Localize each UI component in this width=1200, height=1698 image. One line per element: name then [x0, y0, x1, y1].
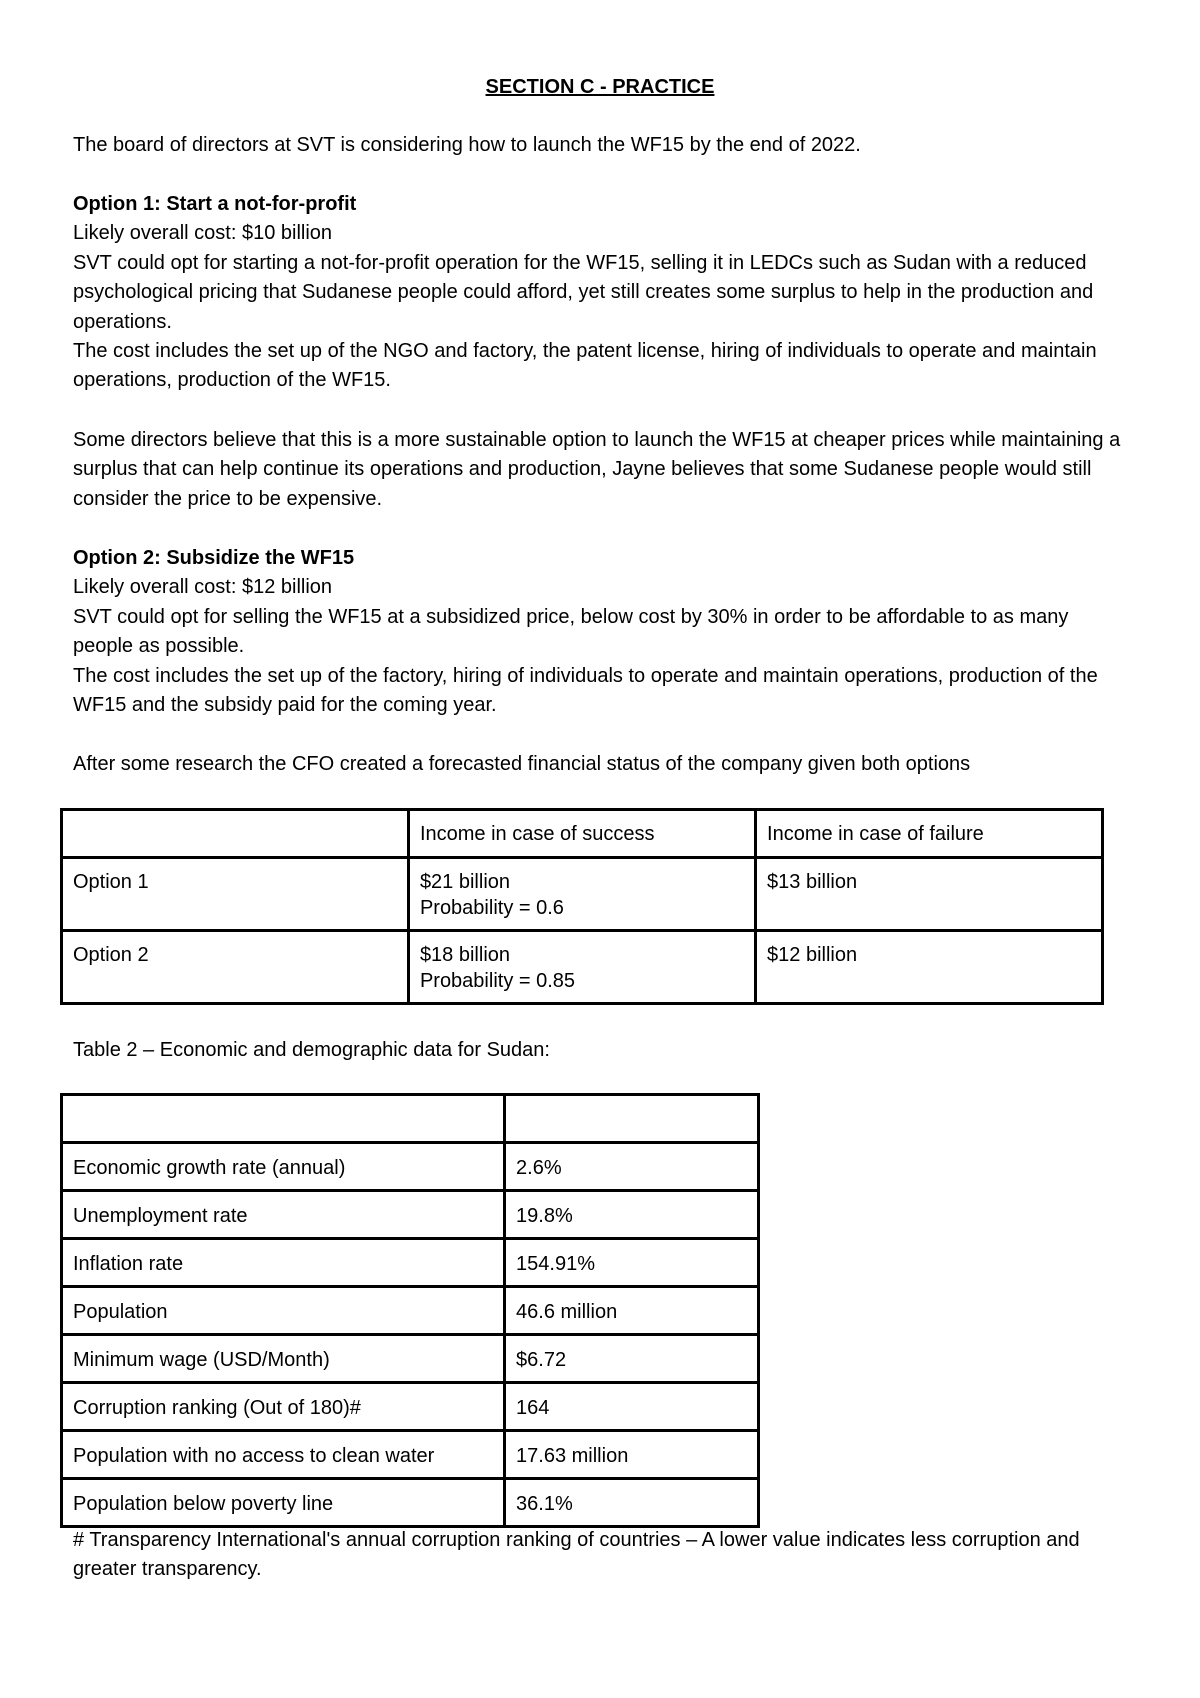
failure-income: $13 billion: [756, 858, 1103, 931]
table-header-cell: [62, 1095, 505, 1143]
option1-opinion-text: Some directors believe that this is a more sustainable option to launch the WF15 at cheaper prices while maintaining a surplus that can help continue its operations and production, Jayne believes that some Sudanese people would still consider the price to be expensive.: [73, 429, 1121, 510]
research-note-text: After some research the CFO created a forecasted financial status of the company given both options: [73, 753, 971, 775]
success-income: $18 billion: [419, 944, 511, 966]
failure-income: $12 billion: [756, 931, 1103, 1004]
indicator-label: Economic growth rate (annual): [62, 1143, 505, 1191]
success-probability: Probability = 0.6: [419, 897, 564, 919]
table-row: [62, 931, 1103, 1004]
page-title: SECTION C - PRACTICE: [485, 76, 715, 98]
table-header-cell: Income in case of success: [408, 810, 755, 858]
table-header-cell: [62, 810, 409, 858]
option2-cost-details: The cost includes the set up of the factory, hiring of individuals to operate and maintain operations, production of the WF15 and the subsidy paid for the coming year.: [73, 664, 1098, 717]
option1-opinion: [73, 426, 1133, 514]
table2-caption: [73, 1036, 1133, 1065]
footnote: # Transparency International's annual corruption ranking of countries – A lower value indicates less corruption and greater transparency.: [73, 1529, 1080, 1581]
sudan-data-table: [60, 1093, 760, 1528]
table-header-row: [62, 1095, 759, 1143]
option1-heading: Option 1: Start a not-for-profit: [73, 193, 357, 215]
table2-caption-text: Table 2 – Economic and demographic data for Sudan:: [73, 1039, 550, 1061]
option1-cost-details: The cost includes the set up of the NGO and factory, the patent license, hiring of individuals to operate and maintain operations, production of the WF15.: [73, 340, 1097, 392]
indicator-value: 2.6%: [505, 1143, 759, 1191]
indicator-label: Population below poverty line: [62, 1479, 505, 1527]
option2-description: SVT could opt for selling the WF15 at a subsidized price, below cost by 30% in order to be affordable to as many people as possible.: [73, 605, 1069, 658]
table-row: [62, 1191, 759, 1239]
option1-description: SVT could opt for starting a not-for-profit operation for the WF15, selling it in LEDCs such as Sudan with a reduced psychological pricing that Sudanese people could afford, yet still creates some surplus to help in the production and operations.: [73, 251, 1094, 333]
intro-text: The board of directors at SVT is considering how to launch the WF15 by the end of 2022.: [73, 134, 861, 156]
table-row: [62, 1287, 759, 1335]
success-probability: Probability = 0.85: [419, 970, 576, 992]
success-cell: [408, 931, 755, 1004]
table-row: [62, 1239, 759, 1287]
indicator-label: Minimum wage (USD/Month): [62, 1335, 505, 1383]
research-note: [73, 750, 1133, 779]
option2-section: [73, 544, 1133, 720]
intro-paragraph: [73, 131, 1133, 160]
table-row: [62, 858, 1103, 931]
indicator-value: 46.6 million: [505, 1287, 759, 1335]
option2-heading: Option 2: Subsidize the WF15: [73, 547, 355, 569]
indicator-label: Population: [62, 1287, 505, 1335]
indicator-label: Unemployment rate: [62, 1191, 505, 1239]
indicator-label: Corruption ranking (Out of 180)#: [62, 1383, 505, 1431]
row-label: Option 1: [62, 858, 409, 931]
option1-section: [73, 190, 1133, 396]
indicator-value: 154.91%: [505, 1239, 759, 1287]
indicator-label: Inflation rate: [62, 1239, 505, 1287]
forecast-table: [60, 808, 1104, 1005]
option2-cost: Likely overall cost: $12 billion: [73, 576, 333, 599]
table-header-cell: [505, 1095, 759, 1143]
option1-cost: Likely overall cost: $10 billion: [73, 222, 333, 245]
indicator-value: 17.63 million: [505, 1431, 759, 1479]
indicator-label: Population with no access to clean water: [62, 1431, 505, 1479]
table-header-row: [62, 810, 1103, 858]
table-row: [62, 1431, 759, 1479]
success-cell: [408, 858, 755, 931]
indicator-value: 164: [505, 1383, 759, 1431]
row-label: Option 2: [62, 931, 409, 1004]
indicator-value: $6.72: [505, 1335, 759, 1383]
success-income: $21 billion: [419, 871, 511, 893]
indicator-value: 36.1%: [505, 1479, 759, 1527]
table-header-cell: Income in case of failure: [756, 810, 1103, 858]
indicator-value: 19.8%: [505, 1191, 759, 1239]
table-row: [62, 1479, 759, 1527]
table-row: [62, 1143, 759, 1191]
table-row: [62, 1335, 759, 1383]
table-row: [62, 1383, 759, 1431]
